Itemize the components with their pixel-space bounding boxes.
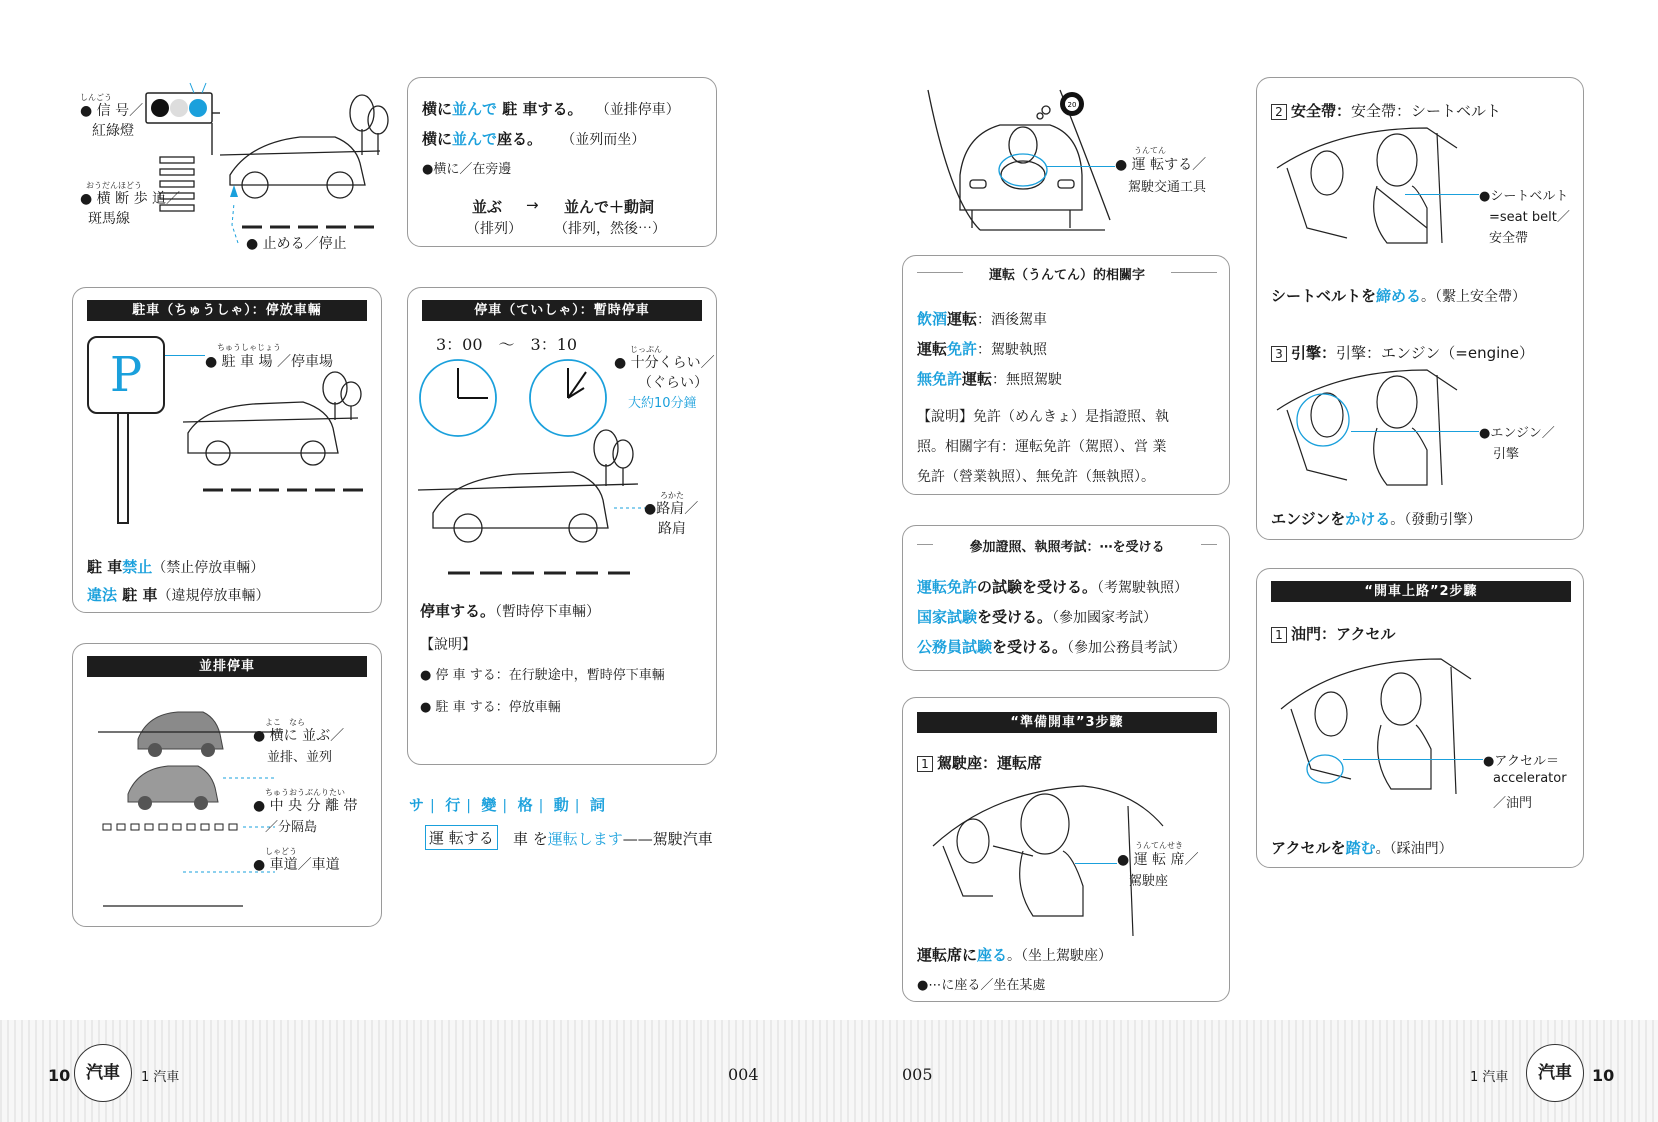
seat-label: ● 運 転 席／ [1117,852,1199,868]
parking-lot-label: ● 駐 車 場 ／停車場 [205,354,334,370]
seatbelt-illustration [1277,128,1477,248]
exam-title: 參加證照、執照考試：⋯を受ける [969,540,1165,555]
accelerator-label: ●アクセル＝ [1483,754,1559,769]
verb-sentence: 車 を運転します——駕駛汽車 [513,830,713,848]
onroad-step1: 油門：アクセル [1291,625,1396,643]
exam-card: 參加證照、執照考試：⋯を受ける 運転免許の試験を受ける。（考駕駛執照） 国家試験を受ける。（參加國家考試） 公務員試験を受ける。（參加公務員考試） [902,525,1230,671]
verb-category-title: サ | 行 | 變 | 格 | 動 | 詞 [409,796,605,814]
prepare-title: “準備開車”3步驟 [917,712,1217,733]
time-range: 3：00 ～ 3：10 [436,335,578,354]
engine-step: 引擎：エンジン（=engine） [1336,344,1534,362]
accelerator-illustration [1281,659,1481,799]
expl-line2: ● 駐 車 する：停放車輛 [420,700,561,715]
page-footer [0,1020,1658,1122]
belt-step: 安全帶：シートベルト [1351,102,1502,120]
engine-illustration [1277,370,1477,490]
signal-label: ● 信 号／ [80,103,144,119]
shoulder-label: ●路肩／ [644,501,699,517]
parking-sign-p: P [87,336,165,414]
prepare-bullet: ●⋯に座る／坐在某處 [917,978,1046,993]
drive-label: ● 運 転する／ [1115,157,1207,173]
right-chapter-circle: 汽車 [1526,1044,1584,1102]
onroad-card: “開車上路”2步驟 1 油門：アクセル ●アクセル＝ accelerator ／油門 アクセルを踏む。（踩油門） [1256,568,1584,868]
ten-min-label: ● 十分くらい／ [614,355,715,371]
stop-label: ● 止める／停止 [246,236,347,252]
related-expl-3: 免許（營業執照）、無免許（無執照）。 [917,469,1155,485]
parallel-title: 並排停車 [87,656,367,677]
narande-note-box: 横に並んで 駐 車する。 （並排停車） 横に並んで座る。 （並列而坐） ●横に／在旁邊 並ぶ → 並んで＋動詞 （排列） （排列，然後⋯） [407,77,717,247]
stopcar-title: 停車（ていしゃ）：暫時停車 [422,300,702,321]
driver-front-illustration [920,80,1130,250]
median-label: ● 中 央 分 離 帯 [253,798,358,814]
parallel-cars-illustration [103,694,253,914]
left-folio: 004 [728,1065,759,1084]
right-page-number: 10 [1592,1066,1615,1085]
belt-engine-card: 2 安全帶：安全帶：シートベルト ●シートベルト =seat belt／ 安全帶 シートベルトを締める。（繫上安全帶） 3 引擎：引擎：エンジン（=engine） ●エンジン／ 引擎 エンジンをかける。（發動引擎） [1256,77,1584,540]
signal-sub: 紅綠燈 [92,123,134,139]
parallel-label: ● 横に 並ぶ／ [253,728,345,744]
parking-title: 駐車（ちゅうしゃ）：停放車輛 [87,300,367,321]
related-title: 運転（うんてん）的相關字 [988,268,1145,283]
crosswalk-label: ● 横 断 歩 道／ [80,191,181,207]
stopcar-card: 停車（ていしゃ）：暫時停車 3：00 ～ 3：10 じっぷん ● 十分くらい／ （ぐらい） 大約10分鐘 ろかた ●路肩／ 路肩 停車する。（暫時停下車輛） 【說明】 ● 停 車 する：在行駛途中，暫時停下車輛 ● 駐 車 する：停放車輛 [407,287,717,765]
belt-label: ●シートベルト [1479,189,1569,204]
lane-label: ● 車道／車道 [253,857,340,873]
crosswalk-sub: 斑馬線 [88,211,130,227]
related-words-card: 運転（うんてん）的相關字 飲酒運転：酒後駕車 運転免許：駕駛執照 無免許運転：無照駕駛 【說明】免許（めんきょ）是指證照、執 照。相關字有：運転免許（駕照）、営 業 免許（營業執照）、無免許（無執照）。 [902,255,1230,495]
expl-title: 【說明】 [420,637,476,653]
prepare-step1: 駕駛座：運転席 [937,754,1043,772]
engine-label: ●エンジン／ [1479,426,1555,441]
left-chapter-label: 1 汽車 [141,1070,180,1085]
parallel-card: 並排停車 よこ なら ● 横に 並ぶ／ 並排、並列 ちゅうおうぶんりたい ● 中 央 分 離 帯 ／分隔島 しゃどう ● 車道／車道 [72,643,382,927]
left-chapter-circle: 汽車 [74,1044,132,1102]
related-expl-2: 照。相關字有：運転免許（駕照）、営 業 [917,439,1167,455]
right-chapter-label: 1 汽車 [1470,1070,1509,1085]
related-expl-1: 【說明】免許（めんきょ）是指證照、執 [917,409,1169,425]
left-page-number: 10 [48,1066,71,1085]
speed-value: 20 [1067,101,1077,109]
onroad-title: “開車上路”2步驟 [1271,581,1571,602]
note-bullet: ●横に／在旁邊 [422,162,512,177]
verb-box: 運 転する [425,825,498,850]
expl-line1: ● 停 車 する：在行駛途中，暫時停下車輛 [420,668,665,683]
parked-car-illustration [183,378,383,478]
drive-sub: 駕駛交通工具 [1128,180,1207,195]
prepare-card: “準備開車”3步驟 1 駕駛座：運転席 うんてんせき ● 運 転 席／ 駕駛座 運転席に座る。（坐上駕駛座） ●⋯に座る／坐在某處 [902,697,1230,1002]
right-folio: 005 [902,1065,933,1084]
parking-card: 駐車（ちゅうしゃ）：停放車輛 P ちゅうしゃじょう ● 駐 車 場 ／停車場 駐 車禁止（禁止停放車輛） 違法 駐 車（違規停放車輛） [72,287,382,613]
